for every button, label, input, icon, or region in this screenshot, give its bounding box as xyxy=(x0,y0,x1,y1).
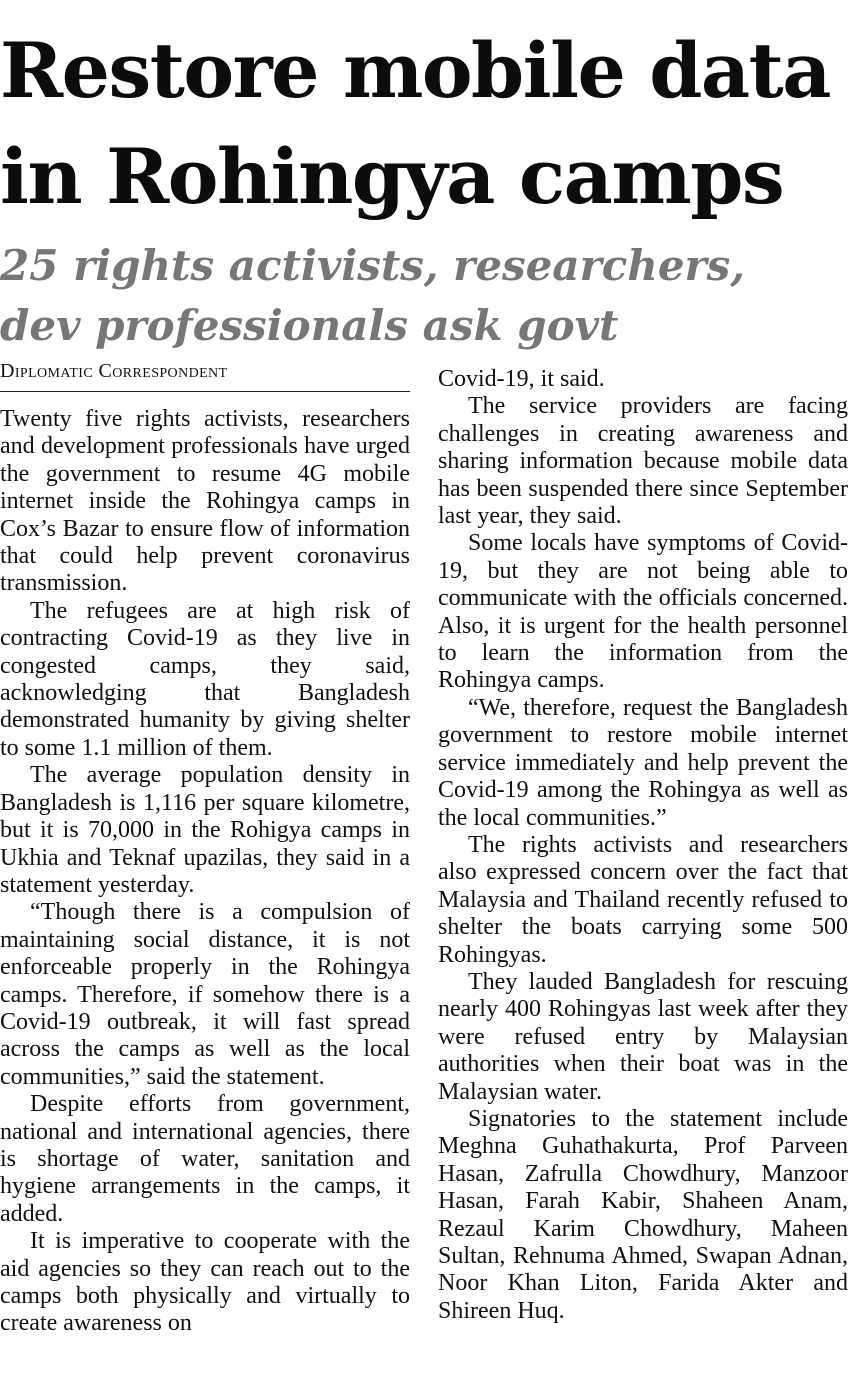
article-paragraph: Signatories to the statement include Meghna Guhathakurta, Prof Parveen Hasan, Zafrulla Chowdhury, Manzoor Hasan, Farah Kabir, Shaheen Anam, Rezaul Karim Chowdhury, Maheen Sultan, Rehnuma Ahmed, Swapan Adnan, Noor Khan Liton, Farida Akter and Shireen Huq. xyxy=(438,1105,848,1324)
headline xyxy=(0,18,848,230)
article-column-right xyxy=(438,366,848,1325)
article-paragraph: The service providers are facing challenges in creating awareness and sharing information because mobile data has been suspended there since September last year, they said. xyxy=(438,393,848,530)
article-paragraph: The rights activists and researchers also expressed concern over the fact that Malaysia and Thailand recently refused to shelter the boats carrying some 500 Rohingyas. xyxy=(438,831,848,968)
article-column-left xyxy=(0,406,410,1338)
headline-line-1: Restore mobile data xyxy=(0,26,830,115)
subheadline-line-1: 25 rights activists, researchers, xyxy=(0,241,745,290)
subheadline xyxy=(0,236,848,356)
article-paragraph: They lauded Bangladesh for rescuing nearly 400 Rohingyas last week after they were refused entry by Malaysian authorities when their boat was in the Malaysian water. xyxy=(438,968,848,1105)
article-paragraph: The average population density in Bangladesh is 1,116 per square kilometre, but it is 70,000 in the Rohigya camps in Ukhia and Teknaf upazilas, they said in a statement yesterday. xyxy=(0,762,410,898)
article-paragraph: “We, therefore, request the Bangladesh government to restore mobile internet service immediately and help prevent the Covid-19 among the Rohingya as well as the local communities.” xyxy=(438,694,848,831)
subheadline-line-2: dev professionals ask govt xyxy=(0,301,619,350)
article-paragraph: Despite efforts from government, national and international agencies, there is shortage of water, sanitation and hygiene arrangements in the camps, it added. xyxy=(0,1091,410,1227)
article-paragraph: Some locals have symptoms of Covid-19, but they are not being able to communicate with the officials concerned. Also, it is urgent for the health personnel to learn the information from the Rohingya camps. xyxy=(438,530,848,694)
byline-divider xyxy=(0,391,410,392)
article-paragraph: Twenty five rights activists, researchers and development professionals have urged the government to resume 4G mobile internet inside the Rohingya camps in Cox’s Bazar to ensure flow of information that could help prevent coronavirus transmission. xyxy=(0,406,410,597)
article-paragraph: “Though there is a compulsion of maintaining social distance, it is not enforceable properly in the Rohingya camps. Therefore, if somehow there is a Covid-19 outbreak, it will fast spread across the camps as well as the local communities,” said the statement. xyxy=(0,899,410,1090)
article-paragraph: The refugees are at high risk of contracting Covid-19 as they live in congested camps, they said, acknowledging that Bangladesh demonstrated humanity by giving shelter to some 1.1 million of them. xyxy=(0,597,410,761)
byline: Diplomatic Correspondent xyxy=(0,360,228,382)
article-paragraph: It is imperative to cooperate with the aid agencies so they can reach out to the camps both physically and virtually to create awareness on xyxy=(0,1228,410,1337)
headline-line-2: in Rohingya camps xyxy=(0,132,784,221)
article-paragraph: Covid-19, it said. xyxy=(438,366,605,392)
